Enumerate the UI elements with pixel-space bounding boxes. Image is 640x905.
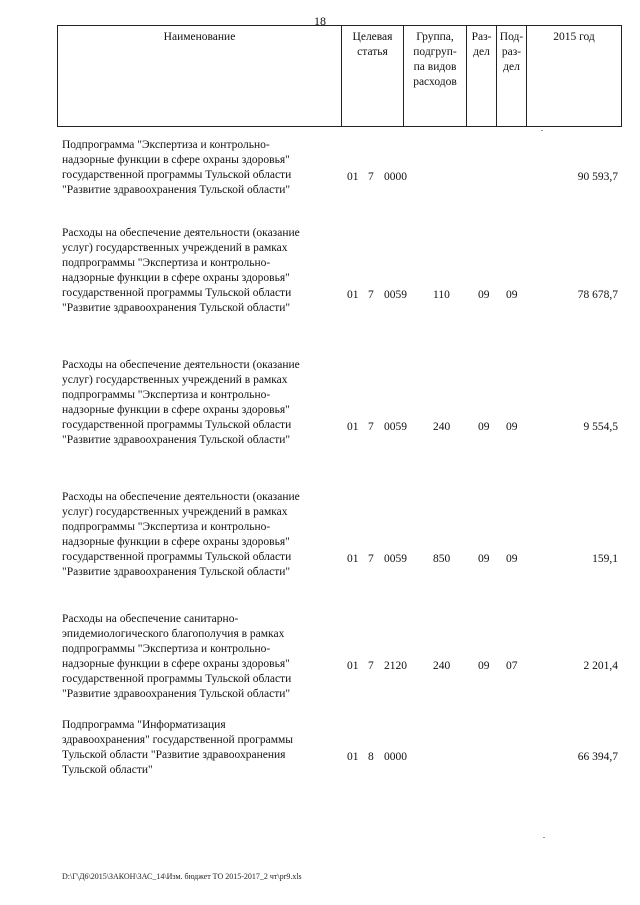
header-subsection-line: Под- [499, 31, 524, 43]
row-name-line: подпрограммы "Экспертиза и контрольно- [62, 389, 271, 401]
article-part-3: 0059 [384, 553, 407, 565]
expense-group-code: 240 [433, 421, 451, 433]
row-name-line: "Развитие здравоохранения Тульской области" [62, 566, 291, 578]
row-name-line: услуг) государственных учреждений в рамках [62, 506, 288, 518]
expense-group-code: 240 [433, 660, 451, 672]
row-name [62, 358, 344, 448]
row-name-line: подпрограммы "Экспертиза и контрольно- [62, 257, 271, 269]
article-part-1: 01 [347, 421, 359, 433]
row-name-line: Расходы на обеспечение деятельности (оказание [62, 227, 300, 239]
page-number: 18 [314, 14, 326, 28]
article-part-2: 7 [368, 660, 374, 672]
expense-group-code: 110 [433, 289, 450, 301]
header-group-line: па видов [413, 61, 457, 73]
amount-2015: 90 593,7 [577, 171, 618, 183]
row-name-line: Расходы на обеспечение деятельности (оказание [62, 491, 300, 503]
header-expense-group [404, 26, 467, 126]
header-group-line: подгруп- [413, 46, 457, 58]
subsection-code: 09 [506, 289, 518, 301]
row-name [62, 138, 344, 198]
subsection-code: 09 [506, 553, 518, 565]
row-name-line: надзорные функции в сфере охраны здоровья" [62, 272, 290, 284]
header-subsection-line: дел [503, 61, 520, 73]
header-section-line: дел [473, 46, 490, 58]
file-path-footer: D:\Г\Д6\2015\ЗАКОН\ЗАС_14\Изм. бюджет ТО 2015-2017_2 чт\pr9.xls [62, 872, 302, 881]
row-name-line: подпрограммы "Экспертиза и контрольно- [62, 521, 271, 533]
row-name [62, 612, 344, 702]
header-subsection [497, 26, 527, 126]
subsection-code: 09 [506, 421, 518, 433]
row-name-line: государственной программы Тульской области [62, 419, 292, 431]
section-code: 09 [478, 553, 490, 565]
section-code: 09 [478, 660, 490, 672]
row-name-line: Тульской области "Развитие здравоохранения [62, 749, 286, 761]
table-header [57, 25, 622, 127]
article-part-2: 7 [368, 289, 374, 301]
row-name-line: Расходы на обеспечение санитарно- [62, 613, 239, 625]
header-name: Наименование [58, 26, 342, 126]
row-name-line: Подпрограмма "Информатизация [62, 719, 226, 731]
row-name-line: надзорные функции в сфере охраны здоровья" [62, 536, 290, 548]
row-name-line: Подпрограмма "Экспертиза и контрольно- [62, 139, 270, 151]
row-name-line: подпрограммы "Экспертиза и контрольно- [62, 643, 271, 655]
article-part-2: 8 [368, 751, 374, 763]
row-name-line: услуг) государственных учреждений в рамках [62, 374, 288, 386]
header-subsection-line: раз- [501, 46, 522, 58]
article-part-3: 2120 [384, 660, 407, 672]
article-part-3: 0000 [384, 751, 407, 763]
amount-2015: 78 678,7 [577, 289, 618, 301]
header-group-line: расходов [413, 76, 457, 88]
header-target-article [342, 26, 404, 126]
row-name-line: государственной программы Тульской области [62, 673, 292, 685]
row-name-line: надзорные функции в сфере охраны здоровья" [62, 404, 290, 416]
section-code: 09 [478, 289, 490, 301]
row-name-line: "Развитие здравоохранения Тульской области" [62, 184, 291, 196]
header-section [467, 26, 497, 126]
article-part-2: 7 [368, 421, 374, 433]
article-part-3: 0059 [384, 421, 407, 433]
row-name [62, 226, 344, 316]
header-article-line: статья [357, 46, 388, 58]
article-part-3: 0059 [384, 289, 407, 301]
header-section-line: Раз- [471, 31, 492, 43]
header-article-line: Целевая [352, 31, 393, 43]
row-name-line: государственной программы Тульской области [62, 551, 292, 563]
amount-2015: 159,1 [592, 553, 618, 565]
subsection-code: 07 [506, 660, 518, 672]
article-part-1: 01 [347, 171, 359, 183]
row-name-line: "Развитие здравоохранения Тульской области" [62, 434, 291, 446]
article-part-1: 01 [347, 751, 359, 763]
row-name-line: надзорные функции в сфере охраны здоровья" [62, 154, 290, 166]
row-name-line: Тульской области" [62, 764, 153, 776]
article-part-2: 7 [368, 171, 374, 183]
section-code: 09 [478, 421, 490, 433]
row-name-line: государственной программы Тульской области [62, 287, 292, 299]
article-part-2: 7 [368, 553, 374, 565]
header-year-2015: 2015 год [553, 31, 595, 43]
article-part-3: 0000 [384, 171, 407, 183]
amount-2015: 2 201,4 [583, 660, 618, 672]
amount-2015: 66 394,7 [577, 751, 618, 763]
amount-2015: 9 554,5 [583, 421, 618, 433]
expense-group-code: 850 [433, 553, 451, 565]
row-name-line: государственной программы Тульской области [62, 169, 292, 181]
header-group-line: Группа, [416, 31, 454, 43]
row-name-line: Расходы на обеспечение деятельности (оказание [62, 359, 300, 371]
scan-speck [543, 837, 545, 838]
row-name-line: здравоохранения" государственной программы [62, 734, 293, 746]
row-name-line: "Развитие здравоохранения Тульской области" [62, 688, 291, 700]
scan-speck [541, 130, 543, 131]
article-part-1: 01 [347, 289, 359, 301]
row-name [62, 718, 344, 778]
row-name-line: "Развитие здравоохранения Тульской области" [62, 302, 291, 314]
row-name-line: надзорные функции в сфере охраны здоровья" [62, 658, 290, 670]
row-name-line: эпидемиологического благополучия в рамках [62, 628, 285, 640]
row-name [62, 490, 344, 580]
article-part-1: 01 [347, 660, 359, 672]
article-part-1: 01 [347, 553, 359, 565]
row-name-line: услуг) государственных учреждений в рамках [62, 242, 288, 254]
